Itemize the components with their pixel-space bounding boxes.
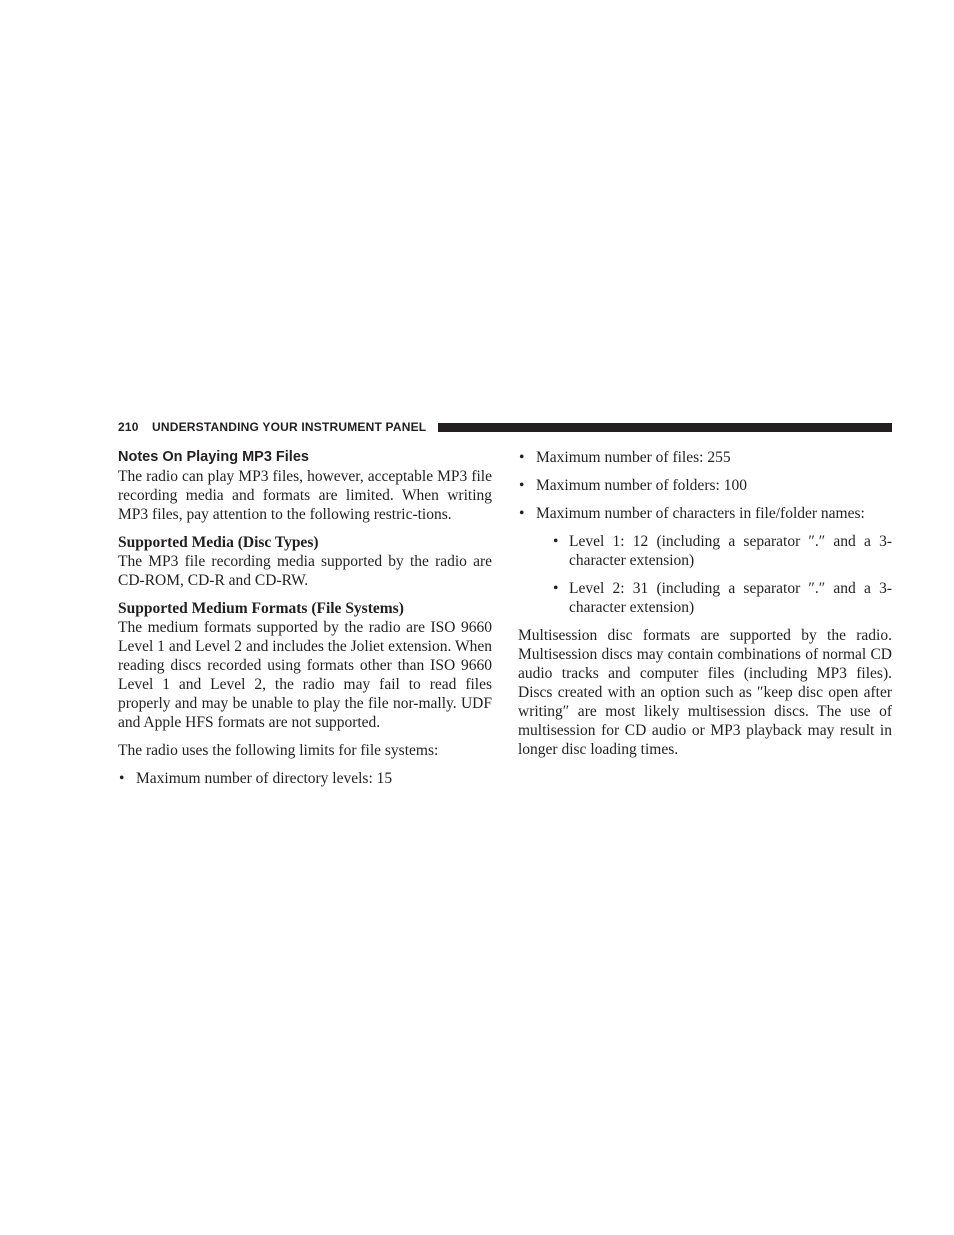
section-title: UNDERSTANDING YOUR INSTRUMENT PANEL [152,420,427,434]
sub-list-item [552,579,892,617]
bullet-glyph: • [519,477,525,494]
list-item [518,476,892,495]
limits-list-left [118,769,492,788]
list-item-text: Maximum number of characters in file/folder names: [536,505,865,522]
name-length-sublist [536,532,892,617]
list-item-text: Maximum number of files: 255 [536,449,731,466]
supported-formats-heading: Supported Medium Formats (File Systems) [118,600,404,617]
list-item [518,504,892,617]
list-item [118,769,492,788]
mp3-notes-heading: Notes On Playing MP3 Files [118,449,309,465]
list-item-text: Maximum number of folders: 100 [536,477,747,494]
limits-list-right [518,448,892,617]
bullet-glyph: • [519,505,525,522]
page-number: 210 [118,420,139,434]
supported-media-heading: Supported Media (Disc Types) [118,534,319,551]
bullet-glyph: • [553,533,559,550]
right-column [518,448,892,768]
page-header [118,419,892,435]
left-column [118,448,492,797]
multisession-paragraph: Multisession disc formats are supported by the radio. Multisession discs may contain combinations of normal CD audio tracks and computer files (including MP3 files). Discs created with an option such as ″keep disc open after writing″ are most likely multisession discs. The use of multisession for CD audio or MP3 playback may result in longer disc loading times. [518,627,892,758]
sub-list-item-text: Level 1: 12 (including a separator ″.″ and a 3-character extension) [569,533,892,569]
intro-paragraph: The radio can play MP3 files, however, acceptable MP3 file recording media and formats are limited. When writing MP3 files, pay attention to the following restric-tions. [118,468,492,523]
list-item [518,448,892,467]
sub-list-item-text: Level 2: 31 (including a separator ″.″ and a 3-character extension) [569,580,892,616]
sub-list-item [552,532,892,570]
list-item-text: Maximum number of directory levels: 15 [136,770,393,787]
supported-formats-paragraph: The medium formats supported by the radio are ISO 9660 Level 1 and Level 2 and includes the Joliet extension. When reading discs recorded using formats other than ISO 9660 Level 1 and Level 2, the radio may fail to read files properly and may be unable to play the file nor-mally. UDF and Apple HFS formats are not supported. [118,619,492,731]
bullet-glyph: • [519,449,525,466]
bullet-glyph: • [119,770,125,787]
limits-intro-paragraph: The radio uses the following limits for file systems: [118,742,439,759]
bullet-glyph: • [553,580,559,597]
header-rule [438,423,892,432]
supported-media-paragraph: The MP3 file recording media supported by the radio are CD-ROM, CD-R and CD-RW. [118,553,492,589]
